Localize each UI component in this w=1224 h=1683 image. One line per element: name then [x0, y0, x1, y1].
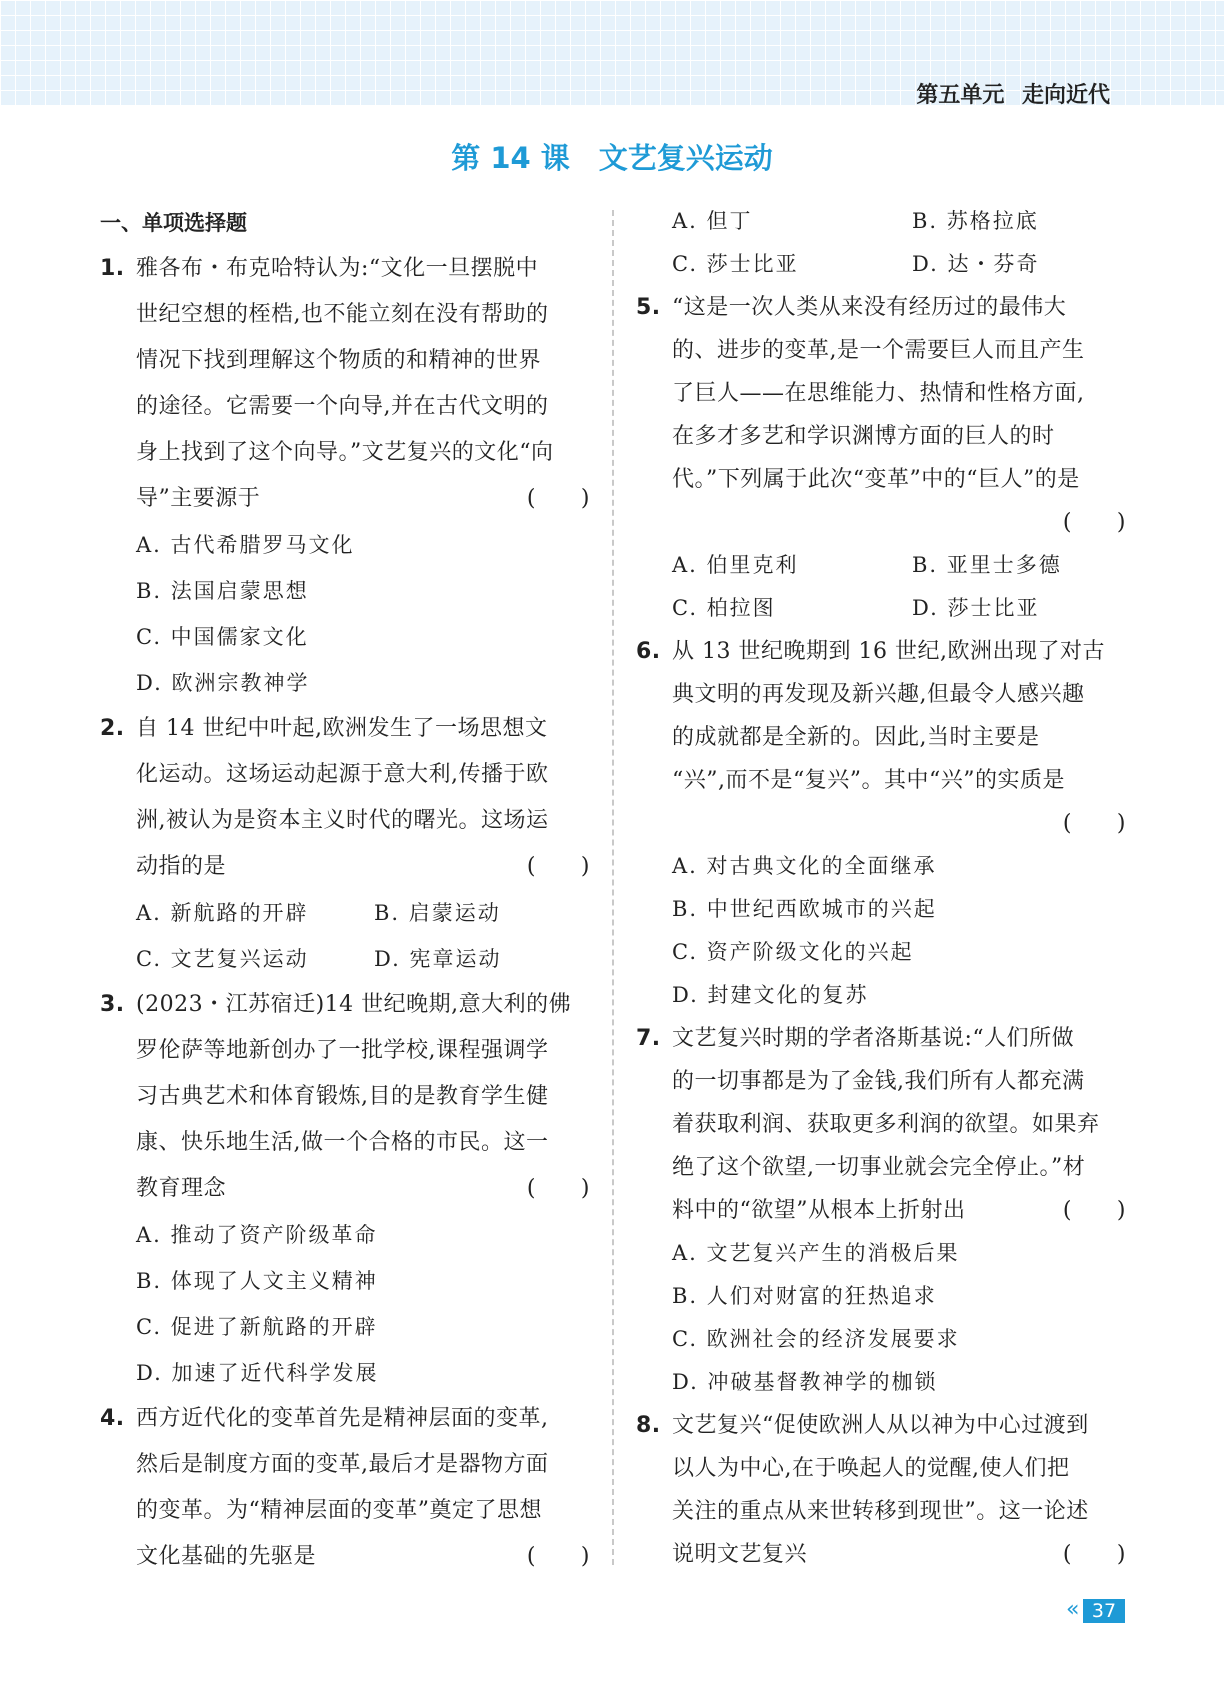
option-a: A. 伯里克利	[672, 553, 799, 577]
answer-blank: ( )	[526, 1176, 590, 1201]
question-text: 的、进步的变革,是一个需要巨人而且产生	[672, 338, 1085, 363]
question-number: 1.	[100, 256, 125, 281]
question-text: 从 13 世纪晚期到 16 世纪,欧洲出现了对古	[672, 639, 1105, 664]
question-text: 了巨人——在思维能力、热情和性格方面,	[672, 381, 1085, 406]
question-number: 8.	[636, 1413, 661, 1438]
option-a: A. 文艺复兴产生的消极后果	[672, 1241, 960, 1265]
section-title: 一、单项选择题	[100, 211, 247, 235]
question-text: “这是一次人类从来没有经历过的最伟大	[672, 295, 1067, 320]
question-text: 在多才多艺和学识渊博方面的巨人的时	[672, 424, 1055, 449]
question-text: 身上找到了这个向导。”文艺复兴的文化“向	[136, 440, 554, 465]
question-text: 动指的是	[136, 854, 227, 879]
answer-blank: ( )	[526, 1544, 590, 1569]
question-8	[636, 1404, 1126, 1576]
question-text: 文艺复兴“促使欧洲人从以神为中心过渡到	[672, 1413, 1089, 1438]
question-number: 7.	[636, 1026, 661, 1051]
question-4	[100, 1396, 590, 1580]
answer-blank: ( )	[1062, 1542, 1126, 1567]
question-number: 4.	[100, 1406, 125, 1431]
question-text: 洲,被认为是资本主义时代的曙光。这场运	[136, 808, 549, 833]
question-text: 关注的重点从来世转移到现世”。这一论述	[672, 1499, 1089, 1524]
question-text: 情况下找到理解这个物质的和精神的世界	[136, 348, 542, 373]
right-column	[636, 200, 1126, 1576]
question-text: 着获取利润、获取更多利润的欲望。如果弃	[672, 1112, 1100, 1137]
option-c: C. 欧洲社会的经济发展要求	[672, 1327, 960, 1351]
question-text: 绝了这个欲望,一切事业就会完全停止。”材	[672, 1155, 1086, 1180]
option-a: A. 但丁	[672, 209, 753, 233]
answer-blank: ( )	[1062, 811, 1126, 836]
question-text: 文艺复兴时期的学者洛斯基说:“人们所做	[672, 1026, 1075, 1051]
option-b: B. 人们对财富的狂热追求	[672, 1284, 937, 1308]
option-b: B. 亚里士多德	[912, 553, 1062, 577]
option-b: B. 苏格拉底	[912, 209, 1039, 233]
question-text: 雅各布・布克哈特认为:“文化一旦摆脱中	[136, 256, 539, 281]
double-chevron-left-icon: «	[1066, 1597, 1080, 1622]
question-text: 以人为中心,在于唤起人的觉醒,使人们把	[672, 1456, 1070, 1481]
option-c: C. 资产阶级文化的兴起	[672, 940, 914, 964]
question-text: (2023・江苏宿迁)14 世纪晚期,意大利的佛	[136, 992, 572, 1017]
option-d: D. 宪章运动	[374, 947, 502, 971]
question-7	[636, 1017, 1126, 1404]
question-5	[636, 286, 1126, 630]
option-b: B. 法国启蒙思想	[136, 579, 309, 603]
question-text: 教育理念	[136, 1176, 227, 1201]
question-text: 的成就都是全新的。因此,当时主要是	[672, 725, 1040, 750]
question-number: 6.	[636, 639, 661, 664]
option-a: A. 古代希腊罗马文化	[136, 533, 355, 557]
unit-label: 第五单元 走向近代	[916, 83, 1110, 108]
option-d: D. 莎士比亚	[912, 596, 1040, 620]
answer-blank: ( )	[1062, 510, 1126, 535]
question-text: 文化基础的先驱是	[136, 1544, 317, 1569]
question-text: “兴”,而不是“复兴”。其中“兴”的实质是	[672, 768, 1065, 793]
option-c: C. 莎士比亚	[672, 252, 799, 276]
question-text: 的变革。为“精神层面的变革”奠定了思想	[136, 1498, 542, 1523]
option-d: D. 加速了近代科学发展	[136, 1361, 379, 1385]
option-b: B. 中世纪西欧城市的兴起	[672, 897, 937, 921]
question-text: 世纪空想的桎梏,也不能立刻在没有帮助的	[136, 302, 549, 327]
page-number: 37	[1083, 1599, 1125, 1623]
question-number: 3.	[100, 992, 125, 1017]
question-number: 5.	[636, 295, 661, 320]
option-a: A. 对古典文化的全面继承	[672, 854, 937, 878]
question-text: 化运动。这场运动起源于意大利,传播于欧	[136, 762, 549, 787]
question-text: 康、快乐地生活,做一个合格的市民。这一	[136, 1130, 549, 1155]
question-1	[100, 246, 590, 706]
question-text: 西方近代化的变革首先是精神层面的变革,	[136, 1406, 549, 1431]
question-text: 说明文艺复兴	[672, 1542, 808, 1567]
option-c: C. 文艺复兴运动	[136, 947, 309, 971]
answer-blank: ( )	[1062, 1198, 1126, 1223]
option-d: D. 欧洲宗教神学	[136, 671, 310, 695]
option-d: D. 达・芬奇	[912, 252, 1040, 276]
column-divider	[612, 210, 614, 1565]
option-d: D. 封建文化的复苏	[672, 983, 869, 1007]
question-text: 典文明的再发现及新兴趣,但最令人感兴趣	[672, 682, 1085, 707]
question-2	[100, 706, 590, 982]
lesson-title: 第 14 课 文艺复兴运动	[451, 141, 773, 175]
question-text: 的途径。它需要一个向导,并在古代文明的	[136, 394, 549, 419]
question-3	[100, 982, 590, 1396]
option-a: A. 推动了资产阶级革命	[136, 1223, 378, 1247]
question-number: 2.	[100, 716, 125, 741]
answer-blank: ( )	[526, 854, 590, 879]
question-text: 代。”下列属于此次“变革”中的“巨人”的是	[672, 467, 1080, 492]
option-c: C. 中国儒家文化	[136, 625, 309, 649]
question-text: 自 14 世纪中叶起,欧洲发生了一场思想文	[136, 716, 548, 741]
option-c: C. 柏拉图	[672, 596, 776, 620]
option-d: D. 冲破基督教神学的枷锁	[672, 1370, 938, 1394]
answer-blank: ( )	[526, 486, 590, 511]
question-text: 习古典艺术和体育锻炼,目的是教育学生健	[136, 1084, 549, 1109]
option-a: A. 新航路的开辟	[136, 901, 309, 925]
left-column	[100, 200, 590, 1580]
question-text: 导”主要源于	[136, 486, 261, 511]
option-b: B. 启蒙运动	[374, 901, 501, 925]
option-c: C. 促进了新航路的开辟	[136, 1315, 378, 1339]
option-b: B. 体现了人文主义精神	[136, 1269, 378, 1293]
question-6	[636, 630, 1126, 1017]
question-text: 然后是制度方面的变革,最后才是器物方面	[136, 1452, 549, 1477]
question-text: 料中的“欲望”从根本上折射出	[672, 1198, 966, 1223]
question-text: 的一切事都是为了金钱,我们所有人都充满	[672, 1069, 1085, 1094]
question-text: 罗伦萨等地新创办了一批学校,课程强调学	[136, 1038, 549, 1063]
